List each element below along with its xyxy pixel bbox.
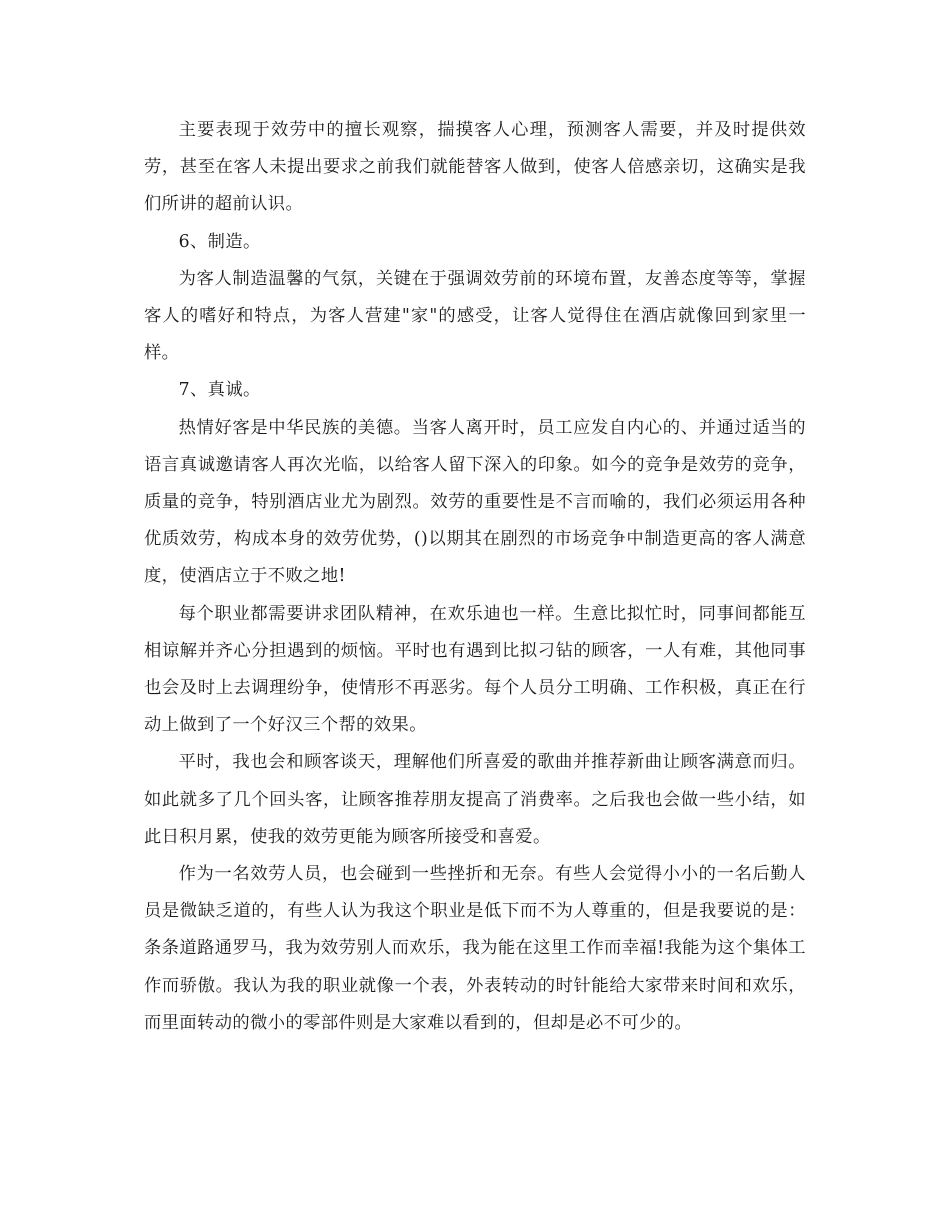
paragraph-6: 作为一名效劳人员，也会碰到一些挫折和无奈。有些人会觉得小小的一名后勤人员是微缺乏道的，有些人认为我这个职业是低下而不为人尊重的，但是我要说的是：条条道路通罗马，我为效劳别人而欢乐，我为能在这里工作而幸福!我能为这个集体工作而骄傲。我认为我的职业就像一个表，外表转动的时针能给大家带来时间和欢乐，而里面转动的微小的零部件则是大家难以看到的，但却是必不可少的。 bbox=[144, 864, 806, 1033]
heading-7-sincerity: 7、真诚。 bbox=[178, 380, 261, 401]
paragraph-1: 主要表现于效劳中的擅长观察，揣摸客人心理，预测客人需要，并及时提供效劳，甚至在客人未提出要求之前我们就能替客人做到，使客人倍感亲切，这确实是我们所讲的超前认识。 bbox=[144, 120, 806, 215]
paragraph-2: 为客人制造温馨的气氛，关键在于强调效劳前的环境布置，友善态度等等，掌握客人的嗜好和特点，为客人营建"家"的感受，让客人觉得住在酒店就像回到家里一样。 bbox=[144, 268, 806, 364]
document-page bbox=[144, 112, 806, 1042]
paragraph-3: 热情好客是中华民族的美德。当客人离开时，员工应发自内心的、并通过适当的语言真诚邀请客人再次光临，以给客人留下深入的印象。如今的竞争是效劳的竞争，质量的竞争，特别酒店业尤为剧烈。效劳的重要性是不言而喻的，我们必须运用各种优质效劳，构成本身的效劳优势，()以期其在剧烈的市场竞争中制造更高的客人满意度，使酒店立于不败之地! bbox=[144, 417, 806, 587]
paragraph-5: 平时，我也会和顾客谈天，理解他们所喜爱的歌曲并推荐新曲让顾客满意而归。如此就多了几个回头客，让顾客推荐朋友提高了消费率。之后我也会做一些小结，如此日积月累，使我的效劳更能为顾客所接受和喜爱。 bbox=[144, 752, 806, 847]
paragraph-4: 每个职业都需要讲求团队精神，在欢乐迪也一样。生意比拟忙时，同事间都能互相谅解并齐心分担遇到的烦恼。平时也有遇到比拟刁钻的顾客，一人有难，其他同事也会及时上去调理纷争，使情形不再恶劣。每个人员分工明确、工作积极，真正在行动上做到了一个好汉三个帮的效果。 bbox=[144, 603, 806, 736]
heading-6-create: 6、制造。 bbox=[178, 231, 261, 252]
